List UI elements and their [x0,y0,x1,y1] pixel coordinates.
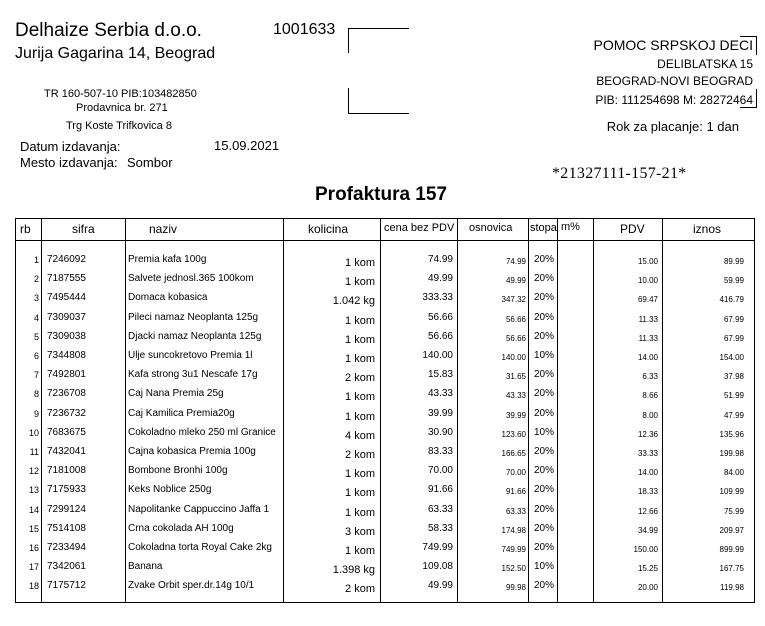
row-stopa: 20% [534,369,555,381]
row-pdv: 15.00 [637,257,658,266]
row-kolicina: 1 kom [345,353,375,365]
row-cena: 15.83 [427,369,453,381]
row-cena: 56.66 [427,311,453,323]
row-pdv: 20.00 [637,583,658,593]
row-osnovica: 56.66 [505,333,526,343]
row-iznos: 209.97 [719,525,744,535]
row-naziv: Kafa strong 3u1 Nescafe 17g [128,369,258,381]
column-divider [557,219,558,602]
row-naziv: Salvete jednosl.365 100kom [128,273,254,285]
row-kolicina: 2 kom [345,372,375,385]
row-sifra: 7236708 [47,388,86,400]
row-kolicina: 3 kom [345,525,375,538]
row-sifra: 7309038 [47,330,86,342]
row-number: 8 [33,389,39,400]
row-stopa: 20% [534,407,555,419]
company-bank-line: TR 160-507-10 PIB:103482850 [44,88,197,100]
row-osnovica: 49.99 [505,276,526,286]
column-divider [528,219,529,602]
row-iznos: 47.99 [723,410,744,420]
row-stopa: 20% [534,484,555,496]
row-number: 1 [33,255,39,265]
row-iznos: 37.98 [723,372,744,382]
company-address: Jurija Gagarina 14, Beograd [15,45,216,62]
row-cena: 140.00 [422,350,453,361]
row-stopa: 20% [534,446,555,457]
row-pdv: 150.00 [633,545,658,554]
place-label: Mesto izdavanja: [20,155,118,170]
row-number: 11 [29,447,39,457]
row-iznos: 59.99 [723,276,744,286]
row-stopa: 20% [534,465,555,477]
row-kolicina: 1 kom [345,468,375,481]
row-osnovica: 152.50 [501,564,526,574]
row-osnovica: 56.66 [505,314,526,324]
row-pdv: 34.99 [637,525,658,535]
row-kolicina: 4 kom [345,429,375,442]
row-sifra: 7175712 [47,580,86,592]
row-stopa: 10% [534,350,555,361]
row-stopa: 20% [534,254,555,265]
company-name: Delhaize Serbia d.o.o. [15,20,202,41]
row-cena: 333.33 [422,292,453,304]
row-cena: 43.33 [427,388,453,400]
row-naziv: Cokoladno mleko 250 ml Granice [128,426,276,438]
column-divider [457,219,458,602]
customer-ids: PIB: 111254698 M: 28272464 [595,93,753,107]
row-number: 6 [33,351,39,361]
row-number: 18 [28,581,39,592]
row-kolicina: 1 kom [345,410,375,423]
row-pdv: 11.33 [638,333,658,343]
header-iznos: iznos [693,222,722,236]
header-divider [16,240,754,241]
row-pdv: 33.33 [637,449,658,458]
row-naziv: Djacki namaz Neoplanta 125g [128,330,262,342]
row-stopa: 10% [534,426,555,438]
row-osnovica: 74.99 [505,257,526,266]
header-rb: rb [20,222,31,236]
row-naziv: Zvake Orbit sper.dr.14g 10/1 [128,580,255,592]
row-osnovica: 99.98 [505,583,526,593]
row-sifra: 7187555 [47,273,86,285]
row-kolicina: 1 kom [345,333,375,346]
row-stopa: 20% [534,503,555,515]
customer-street: DELIBLATSKA 15 [657,57,753,71]
column-divider [283,219,284,602]
row-naziv: Caj Kamilica Premia20g [128,407,235,419]
row-sifra: 7246092 [47,254,86,265]
row-number: 10 [28,427,39,438]
row-iznos: 899.99 [719,545,744,554]
row-iznos: 51.99 [723,391,744,401]
document-title: Profaktura 157 [315,184,448,205]
row-pdv: 6.33 [642,372,658,382]
barcode-text: *21327111-157-21* [552,165,687,182]
row-cena: 109.08 [422,561,453,573]
row-cena: 74.99 [427,254,453,265]
row-osnovica: 63.33 [505,506,526,516]
row-stopa: 20% [534,580,555,592]
column-divider [125,219,126,602]
header-cena: cena bez PDV [384,222,455,234]
row-sifra: 7683675 [47,426,86,438]
date-label: Datum izdavanja: [20,139,121,154]
row-osnovica: 347.32 [501,295,526,305]
header-osnovica: osnovica [469,222,513,234]
row-number: 15 [28,523,39,534]
row-number: 2 [33,274,39,285]
customer-name: POMOC SRPSKOJ DECI [593,37,753,53]
row-naziv: Cokoladna torta Royal Cake 2kg [128,542,272,553]
row-iznos: 67.99 [723,333,744,343]
row-kolicina: 1 kom [345,506,375,519]
row-osnovica: 91.66 [505,487,526,497]
company-shop: Prodavnica br. 271 [76,102,168,114]
row-stopa: 20% [534,330,555,342]
row-iznos: 67.99 [723,314,744,324]
row-kolicina: 1.042 kg [332,295,375,308]
row-naziv: Caj Nana Premia 25g [128,388,224,400]
column-divider [593,219,594,602]
row-osnovica: 174.98 [501,525,526,535]
column-divider [41,219,42,602]
row-sifra: 7236732 [47,407,86,419]
document-number: 1001633 [273,21,336,38]
row-kolicina: 2 kom [345,583,375,596]
row-iznos: 154.00 [719,353,744,362]
row-sifra: 7432041 [47,446,86,457]
row-cena: 91.66 [427,484,453,496]
address-window-corner-bottom [348,88,409,114]
row-naziv: Pileci namaz Neoplanta 125g [128,311,259,323]
row-pdv: 15.25 [637,564,658,574]
row-sifra: 7309037 [47,311,86,323]
row-kolicina: 1 kom [345,257,375,269]
row-number: 14 [28,504,39,515]
row-stopa: 20% [534,542,555,553]
row-cena: 49.99 [427,580,453,592]
customer-corner-bottom [740,89,757,108]
row-number: 4 [33,312,39,323]
row-naziv: Bombone Bronhi 100g [128,465,228,477]
row-kolicina: 1 kom [345,545,375,557]
date-value: 15.09.2021 [214,138,280,153]
row-cena: 39.99 [427,407,453,419]
header-pdv: PDV [620,222,645,236]
row-sifra: 7175933 [47,484,86,496]
row-iznos: 167.75 [719,564,744,574]
row-osnovica: 166.65 [501,449,526,458]
row-pdv: 69.47 [637,295,658,305]
row-osnovica: 123.60 [501,429,526,439]
row-naziv: Domaca kobasica [128,292,208,304]
row-cena: 83.33 [427,446,453,457]
header-kolicina: kolicina [308,222,349,236]
row-stopa: 20% [534,522,555,534]
row-kolicina: 1 kom [345,487,375,500]
row-iznos: 75.99 [723,506,744,516]
header-m-percent: m% [561,221,580,233]
row-iznos: 89.99 [723,257,744,266]
row-sifra: 7492801 [47,369,86,381]
row-stopa: 20% [534,292,555,304]
row-iznos: 416.79 [719,295,744,305]
row-pdv: 10.00 [637,276,658,286]
column-divider [662,219,663,602]
row-sifra: 7344808 [47,350,86,361]
row-kolicina: 1.398 kg [332,564,375,577]
row-naziv: Premia kafa 100g [128,254,207,265]
company-shop-street: Trg Koste Trifkovica 8 [66,120,172,132]
row-sifra: 7181008 [47,465,86,477]
row-pdv: 14.00 [637,353,658,362]
row-osnovica: 749.99 [501,545,526,554]
row-number: 12 [28,466,39,477]
row-naziv: Banana [128,561,163,573]
row-sifra: 7299124 [47,503,86,515]
row-number: 13 [28,485,39,496]
row-stopa: 20% [534,273,555,285]
row-kolicina: 1 kom [345,314,375,327]
header-stopa: stopa [530,222,557,234]
row-kolicina: 1 kom [345,391,375,404]
row-osnovica: 31.65 [505,372,526,382]
row-number: 16 [28,543,39,553]
row-osnovica: 140.00 [501,353,526,362]
row-sifra: 7495444 [47,292,86,304]
row-pdv: 11.33 [638,314,658,324]
payment-term: Rok za placanje: 1 dan [606,119,739,134]
row-cena: 56.66 [427,330,453,342]
row-stopa: 20% [534,388,555,400]
items-table [15,218,755,603]
row-naziv: Ulje suncokretovo Premia 1l [128,350,253,361]
row-sifra: 7233494 [47,542,86,553]
row-cena: 749.99 [422,542,453,553]
row-pdv: 8.66 [642,391,658,401]
header-sifra: sifra [72,222,95,236]
row-osnovica: 43.33 [505,391,526,401]
place-value: Sombor [127,155,173,170]
row-pdv: 14.00 [637,468,658,478]
row-naziv: Crna cokolada AH 100g [128,522,234,534]
header-naziv: naziv [149,222,178,236]
row-naziv: Keks Noblice 250g [128,484,212,496]
row-iznos: 109.99 [719,487,744,497]
address-window-corner-top [348,28,409,53]
row-cena: 49.99 [427,273,453,285]
row-pdv: 8.00 [642,410,658,420]
row-iznos: 199.98 [719,449,744,458]
row-number: 17 [28,562,39,573]
row-pdv: 12.36 [637,429,658,439]
row-stopa: 10% [534,561,555,573]
customer-corner-top [740,36,757,55]
row-pdv: 18.33 [637,487,658,497]
row-sifra: 7342061 [47,561,86,573]
row-osnovica: 70.00 [505,468,526,478]
row-cena: 63.33 [427,503,453,515]
row-number: 5 [33,331,39,342]
row-number: 3 [33,293,39,304]
row-cena: 58.33 [427,522,453,534]
row-iznos: 84.00 [723,468,744,478]
row-iznos: 135.96 [719,429,744,439]
row-cena: 70.00 [427,465,453,477]
row-number: 9 [33,408,39,419]
row-naziv: Napolitanke Cappuccino Jaffa 1 [128,503,270,515]
row-naziv: Cajna kobasica Premia 100g [128,446,256,457]
row-number: 7 [33,370,39,381]
row-osnovica: 39.99 [505,410,526,420]
customer-city: BEOGRAD-NOVI BEOGRAD [596,74,753,88]
row-kolicina: 2 kom [345,449,375,461]
row-stopa: 20% [534,311,555,323]
row-kolicina: 1 kom [345,276,375,289]
row-iznos: 119.98 [720,583,744,593]
row-cena: 30.90 [427,426,453,438]
row-sifra: 7514108 [47,522,86,534]
row-pdv: 12.66 [637,506,658,516]
